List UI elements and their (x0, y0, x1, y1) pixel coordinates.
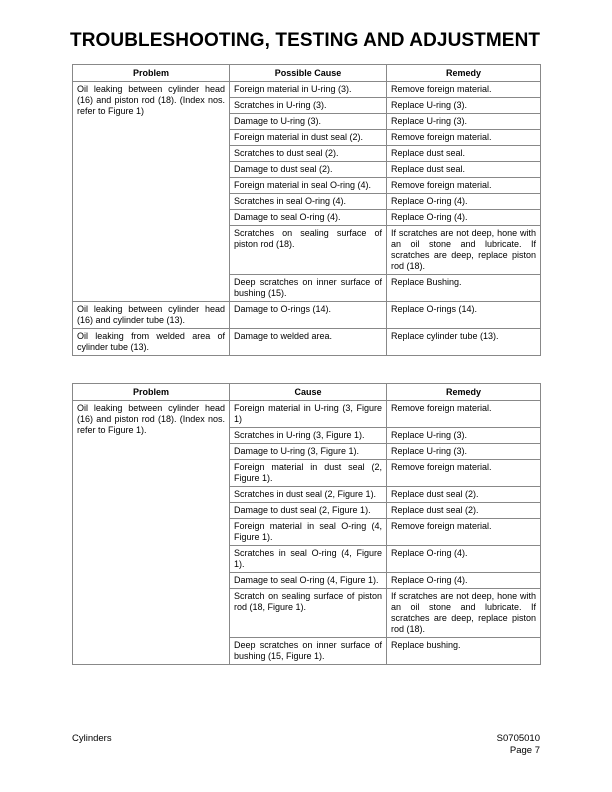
remedy-cell: Replace bushing. (387, 638, 541, 665)
cause-cell: Scratches in U-ring (3, Figure 1). (230, 428, 387, 444)
cause-cell: Damage to U-ring (3). (230, 114, 387, 130)
problem-cell: Oil leaking between cylinder head (16) and cylinder tube (13). (73, 302, 230, 329)
remedy-cell: Replace O-ring (4). (387, 573, 541, 589)
remedy-cell: Replace O-rings (14). (387, 302, 541, 329)
table-row (73, 82, 541, 98)
column-header-problem: Problem (73, 384, 230, 401)
column-header-remedy: Remedy (387, 384, 541, 401)
remedy-cell: Replace U-ring (3). (387, 114, 541, 130)
cause-cell: Foreign material in dust seal (2, Figure 1). (230, 460, 387, 487)
troubleshooting-table-2 (72, 383, 541, 665)
cause-cell: Foreign material in dust seal (2). (230, 130, 387, 146)
cause-cell: Damage to seal O-ring (4, Figure 1). (230, 573, 387, 589)
remedy-cell: Replace U-ring (3). (387, 444, 541, 460)
cause-cell: Damage to dust seal (2). (230, 162, 387, 178)
column-header-remedy: Remedy (387, 65, 541, 82)
cause-cell: Foreign material in seal O-ring (4). (230, 178, 387, 194)
table-row (73, 401, 541, 428)
cause-cell: Damage to seal O-ring (4). (230, 210, 387, 226)
cause-cell: Scratch on sealing surface of piston rod (18, Figure 1). (230, 589, 387, 638)
cause-cell: Foreign material in seal O-ring (4, Figure 1). (230, 519, 387, 546)
footer-doc-number: S0705010 (496, 733, 540, 744)
remedy-cell: Remove foreign material. (387, 130, 541, 146)
remedy-cell: Remove foreign material. (387, 82, 541, 98)
cause-cell: Scratches on sealing surface of piston rod (18). (230, 226, 387, 275)
column-header-cause: Possible Cause (230, 65, 387, 82)
remedy-cell: Replace U-ring (3). (387, 98, 541, 114)
problem-cell: Oil leaking between cylinder head (16) and piston rod (18). (Index nos. refer to Figure 1) (73, 82, 230, 302)
cause-cell: Foreign material in U-ring (3). (230, 82, 387, 98)
remedy-cell: Remove foreign material. (387, 401, 541, 428)
cause-cell: Deep scratches on inner surface of bushing (15). (230, 275, 387, 302)
cause-cell: Foreign material in U-ring (3, Figure 1) (230, 401, 387, 428)
remedy-cell: Replace O-ring (4). (387, 210, 541, 226)
cause-cell: Scratches in U-ring (3). (230, 98, 387, 114)
remedy-cell: Remove foreign material. (387, 519, 541, 546)
cause-cell: Scratches to dust seal (2). (230, 146, 387, 162)
table-row (73, 329, 541, 356)
remedy-cell: Remove foreign material. (387, 178, 541, 194)
cause-cell: Damage to dust seal (2, Figure 1). (230, 503, 387, 519)
cause-cell: Scratches in dust seal (2, Figure 1). (230, 487, 387, 503)
troubleshooting-table-1 (72, 64, 541, 356)
remedy-cell: If scratches are not deep, hone with an oil stone and lubricate. If scratches are deep, replace piston rod (18). (387, 589, 541, 638)
page-title: TROUBLESHOOTING, TESTING AND ADJUSTMENT (70, 30, 541, 51)
problem-cell: Oil leaking between cylinder head (16) and piston rod (18). (Index nos. refer to Figure 1). (73, 401, 230, 665)
remedy-cell: Replace O-ring (4). (387, 546, 541, 573)
column-header-cause: Cause (230, 384, 387, 401)
cause-cell: Damage to O-rings (14). (230, 302, 387, 329)
footer-section-name: Cylinders (72, 733, 112, 744)
cause-cell: Damage to welded area. (230, 329, 387, 356)
footer-page-number: Page 7 (509, 745, 540, 756)
footer-doc-info (497, 733, 540, 757)
table-header-row (73, 384, 541, 401)
table-header-row (73, 65, 541, 82)
problem-cell: Oil leaking from welded area of cylinder tube (13). (73, 329, 230, 356)
remedy-cell: Replace Bushing. (387, 275, 541, 302)
remedy-cell: Replace dust seal (2). (387, 503, 541, 519)
remedy-cell: Replace dust seal. (387, 162, 541, 178)
cause-cell: Scratches in seal O-ring (4, Figure 1). (230, 546, 387, 573)
remedy-cell: Replace cylinder tube (13). (387, 329, 541, 356)
remedy-cell: If scratches are not deep, hone with an oil stone and lubricate. If scratches are deep, replace piston rod (18). (387, 226, 541, 275)
remedy-cell: Replace O-ring (4). (387, 194, 541, 210)
cause-cell: Damage to U-ring (3, Figure 1). (230, 444, 387, 460)
table-row (73, 302, 541, 329)
remedy-cell: Remove foreign material. (387, 460, 541, 487)
column-header-problem: Problem (73, 65, 230, 82)
cause-cell: Deep scratches on inner surface of bushing (15, Figure 1). (230, 638, 387, 665)
remedy-cell: Replace U-ring (3). (387, 428, 541, 444)
cause-cell: Scratches in seal O-ring (4). (230, 194, 387, 210)
remedy-cell: Replace dust seal (2). (387, 487, 541, 503)
remedy-cell: Replace dust seal. (387, 146, 541, 162)
